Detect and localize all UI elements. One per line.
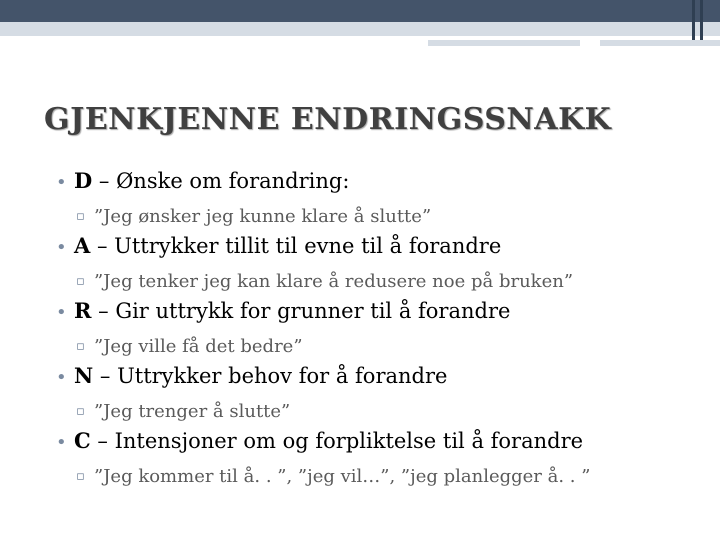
square-bullet-icon: ▫ [76, 209, 85, 224]
header-tick [700, 0, 703, 40]
sub-bullet [76, 206, 431, 227]
bullet-letter: C [74, 428, 91, 453]
bullet-dot-icon: • [56, 367, 67, 388]
sub-bullet-text: ”Jeg ønsker jeg kunne klare å slutte” [94, 206, 432, 227]
bullet-text: – Ønske om forandring: [98, 169, 350, 193]
bullet-dot-icon: • [56, 172, 67, 193]
bullet-letter: N [74, 363, 94, 388]
bullet-text: – Uttrykker behov for å forandre [99, 364, 448, 388]
sub-bullet-text: ”Jeg tenker jeg kan klare å redusere noe på bruken” [94, 271, 574, 292]
square-bullet-icon: ▫ [76, 404, 85, 419]
bullet-list [56, 168, 716, 493]
bullet-main [56, 298, 510, 323]
bullet-letter: D [74, 168, 93, 193]
list-item [56, 363, 716, 428]
list-item [56, 298, 716, 363]
bullet-text: – Uttrykker tillit til evne til å forandre [96, 234, 502, 258]
header-bar-dark [0, 0, 720, 22]
sub-bullet-text: ”Jeg kommer til å. . ”, ”jeg vil…”, ”jeg planlegger å. . ” [94, 466, 591, 487]
slide-title: GJENKJENNE ENDRINGSSNAKK [44, 102, 612, 137]
bullet-dot-icon: • [56, 237, 67, 258]
sub-bullet [76, 271, 573, 292]
sub-bullet-text: ”Jeg trenger å slutte” [94, 401, 291, 422]
header-accent-bar [428, 40, 580, 46]
list-item [56, 233, 716, 298]
bullet-letter: R [74, 298, 92, 323]
bullet-main [56, 363, 447, 388]
sub-bullet [76, 466, 590, 487]
bullet-text: – Intensjoner om og forpliktelse til å forandre [97, 429, 584, 453]
sub-bullet [76, 336, 303, 357]
bullet-text: – Gir uttrykk for grunner til å forandre [98, 299, 511, 323]
square-bullet-icon: ▫ [76, 274, 85, 289]
header-decoration [0, 0, 720, 48]
bullet-dot-icon: • [56, 432, 67, 453]
sub-bullet-text: ”Jeg ville få det bedre” [94, 336, 303, 357]
square-bullet-icon: ▫ [76, 469, 85, 484]
header-bar-light [0, 22, 720, 36]
bullet-letter: A [74, 233, 91, 258]
bullet-main [56, 233, 501, 258]
bullet-dot-icon: • [56, 302, 67, 323]
sub-bullet [76, 401, 290, 422]
square-bullet-icon: ▫ [76, 339, 85, 354]
header-tick [692, 0, 695, 40]
list-item [56, 428, 716, 493]
bullet-main [56, 168, 349, 193]
header-accent-bar [600, 40, 720, 46]
bullet-main [56, 428, 583, 453]
list-item [56, 168, 716, 233]
